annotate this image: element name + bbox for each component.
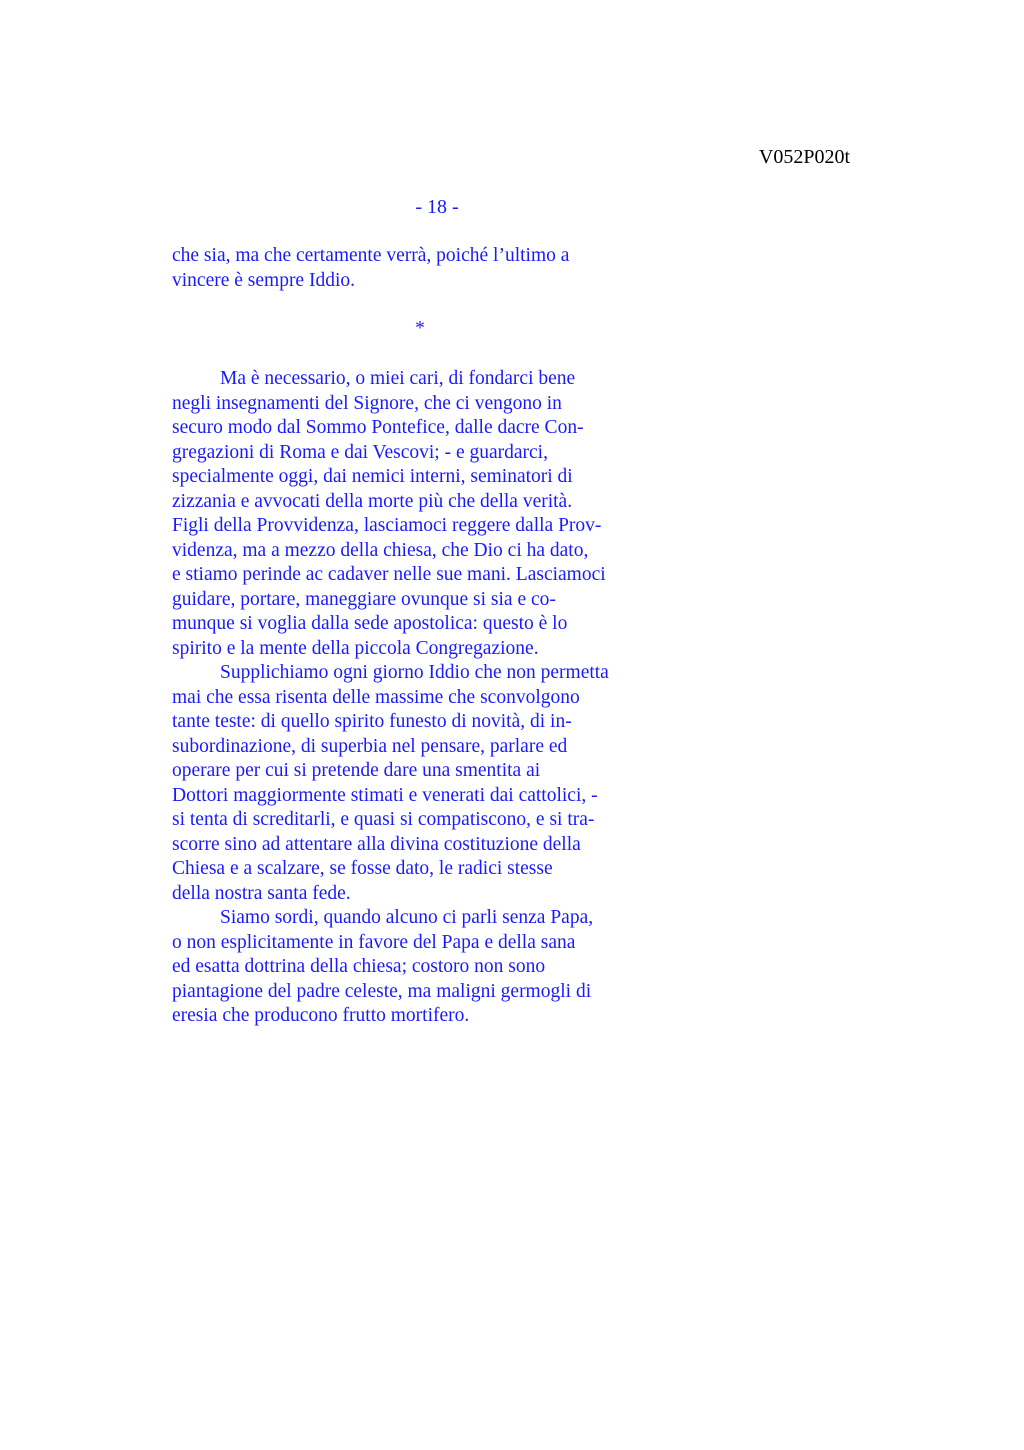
text-line: Siamo sordi, quando alcuno ci parli senza Papa, xyxy=(220,907,594,928)
text-line: zizzania e avvocati della morte più che della verità. xyxy=(172,490,573,512)
text-line: videnza, ma a mezzo della chiesa, che Dio ci ha dato, xyxy=(172,539,589,561)
text-line: operare per cui si pretende dare una smentita ai xyxy=(172,760,541,781)
text-line: e stiamo perinde ac cadaver nelle sue mani. Lasciamoci xyxy=(172,564,606,585)
text-line: ed esatta dottrina della chiesa; costoro non sono xyxy=(172,956,546,977)
continuation-text xyxy=(172,244,702,293)
text-line: Ma è necessario, o miei cari, di fondarci bene xyxy=(220,368,576,389)
text-line: subordinazione, di superbia nel pensare, parlare ed xyxy=(172,735,568,757)
text-line: piantagione del padre celeste, ma maligni germogli di xyxy=(172,980,592,1002)
text-line: securo modo dal Sommo Pontefice, dalle dacre Con- xyxy=(172,417,584,438)
text-line: gregazioni di Roma e dai Vescovi; - e guardarci, xyxy=(172,441,548,463)
text-line: Dottori maggiormente stimati e venerati dai cattolici, - xyxy=(172,784,598,806)
text-line: mai che essa risenta delle massime che sconvolgono xyxy=(172,686,580,708)
text-line: che sia, ma che certamente verrà, poiché l’ultimo a xyxy=(172,245,570,266)
paragraph-2 xyxy=(172,661,702,906)
body-text xyxy=(172,367,702,1029)
section-separator: * xyxy=(415,318,425,339)
text-line: o non esplicitamente in favore del Papa e della sana xyxy=(172,931,576,953)
paragraph-1 xyxy=(172,367,702,661)
text-line: scorre sino ad attentare alla divina costituzione della xyxy=(172,833,581,855)
text-line: Supplichiamo ogni giorno Iddio che non permetta xyxy=(220,662,609,683)
text-line: munque si voglia dalla sede apostolica: questo è lo xyxy=(172,613,568,634)
page-number: - 18 - xyxy=(415,196,459,218)
text-line: Figli della Provvidenza, lasciamoci reggere dalla Prov- xyxy=(172,515,602,536)
text-line: specialmente oggi, dai nemici interni, seminatori di xyxy=(172,466,573,487)
text-line: si tenta di screditarli, e quasi si compatiscono, e si tra- xyxy=(172,809,595,830)
document-id: V052P020t xyxy=(758,146,850,168)
text-line: tante teste: di quello spirito funesto di novità, di in- xyxy=(172,711,572,732)
paragraph-3 xyxy=(172,906,702,1029)
text-line: guidare, portare, maneggiare ovunque si sia e co- xyxy=(172,588,556,610)
text-line: della nostra santa fede. xyxy=(172,882,351,904)
text-line: vincere è sempre Iddio. xyxy=(172,269,356,291)
text-line: Chiesa e a scalzare, se fosse dato, le radici stesse xyxy=(172,858,553,879)
text-line: negli insegnamenti del Signore, che ci vengono in xyxy=(172,392,562,414)
text-line: spirito e la mente della piccola Congregazione. xyxy=(172,637,539,659)
text-line: eresia che producono frutto mortifero. xyxy=(172,1005,470,1026)
